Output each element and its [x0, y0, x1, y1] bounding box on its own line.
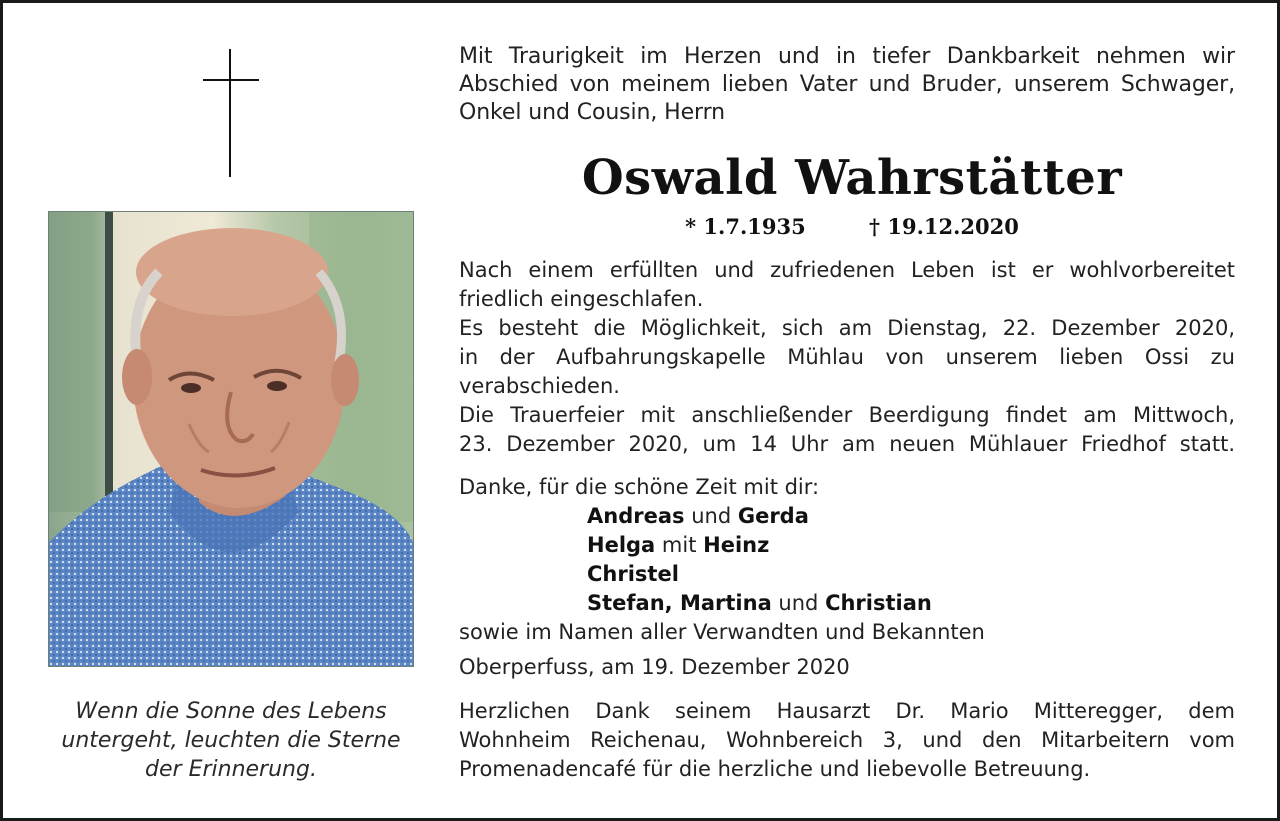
- place-date: Oberperfuss, am 19. Dezember 2020: [459, 655, 850, 679]
- motto-quote: [51, 697, 411, 784]
- mourner-line: Christel: [587, 562, 679, 586]
- intro-line: Mit Traurigkeit im Herzen und in tiefer Dankbarkeit nehmen wir: [459, 44, 1235, 69]
- body-line: 23. Dezember 2020, um 14 Uhr am neuen Mühlauer Friedhof statt.: [459, 432, 1235, 456]
- body-line: verabschieden.: [459, 374, 620, 398]
- birth-date: * 1.7.1935: [685, 214, 806, 239]
- thanks-section: [459, 473, 1235, 647]
- portrait-illustration: [49, 212, 413, 666]
- motto-line: Wenn die Sonne des Lebens: [75, 699, 387, 724]
- body-line: Nach einem erfüllten und zufriedenen Leben ist er wohlvorbereitet: [459, 258, 1235, 282]
- motto-line: untergeht, leuchten die Sterne: [61, 728, 401, 753]
- mourner-line: Helga mit Heinz: [587, 533, 770, 557]
- mourner-line: Andreas und Gerda: [587, 504, 809, 528]
- announcement-text: [459, 256, 1235, 459]
- relatives-line: sowie im Namen aller Verwandten und Bekannten: [459, 620, 985, 644]
- final-line: Promenadencafé für die herzliche und liebevolle Betreuung.: [459, 757, 1091, 781]
- final-line: Wohnheim Reichenau, Wohnbereich 3, und den Mitarbeitern vom: [459, 728, 1235, 752]
- death-date: † 19.12.2020: [869, 214, 1019, 239]
- mourner-line: Stefan, Martina und Christian: [587, 591, 932, 615]
- body-line: Es besteht die Möglichkeit, sich am Dienstag, 22. Dezember 2020,: [459, 316, 1235, 340]
- intro-text: [459, 43, 1235, 127]
- life-dates: [459, 213, 1245, 241]
- intro-line: Onkel und Cousin, Herrn: [459, 100, 726, 125]
- cross-icon: [203, 49, 259, 177]
- motto-line: der Erinnerung.: [145, 757, 317, 782]
- final-line: Herzlichen Dank seinem Hausarzt Dr. Mario Mitteregger, dem: [459, 699, 1235, 723]
- portrait-photo: [48, 211, 414, 667]
- thanks-intro: Danke, für die schöne Zeit mit dir:: [459, 475, 820, 499]
- body-line: friedlich eingeschlafen.: [459, 287, 704, 311]
- body-line: Die Trauerfeier mit anschließender Beerdigung findet am Mittwoch,: [459, 403, 1235, 427]
- intro-line: Abschied von meinem lieben Vater und Bruder, unserem Schwager,: [459, 72, 1235, 97]
- body-line: in der Aufbahrungskapelle Mühlau von unserem lieben Ossi zu: [459, 345, 1235, 369]
- acknowledgement-text: [459, 697, 1235, 784]
- deceased-name: Oswald Wahrstätter: [581, 150, 1123, 206]
